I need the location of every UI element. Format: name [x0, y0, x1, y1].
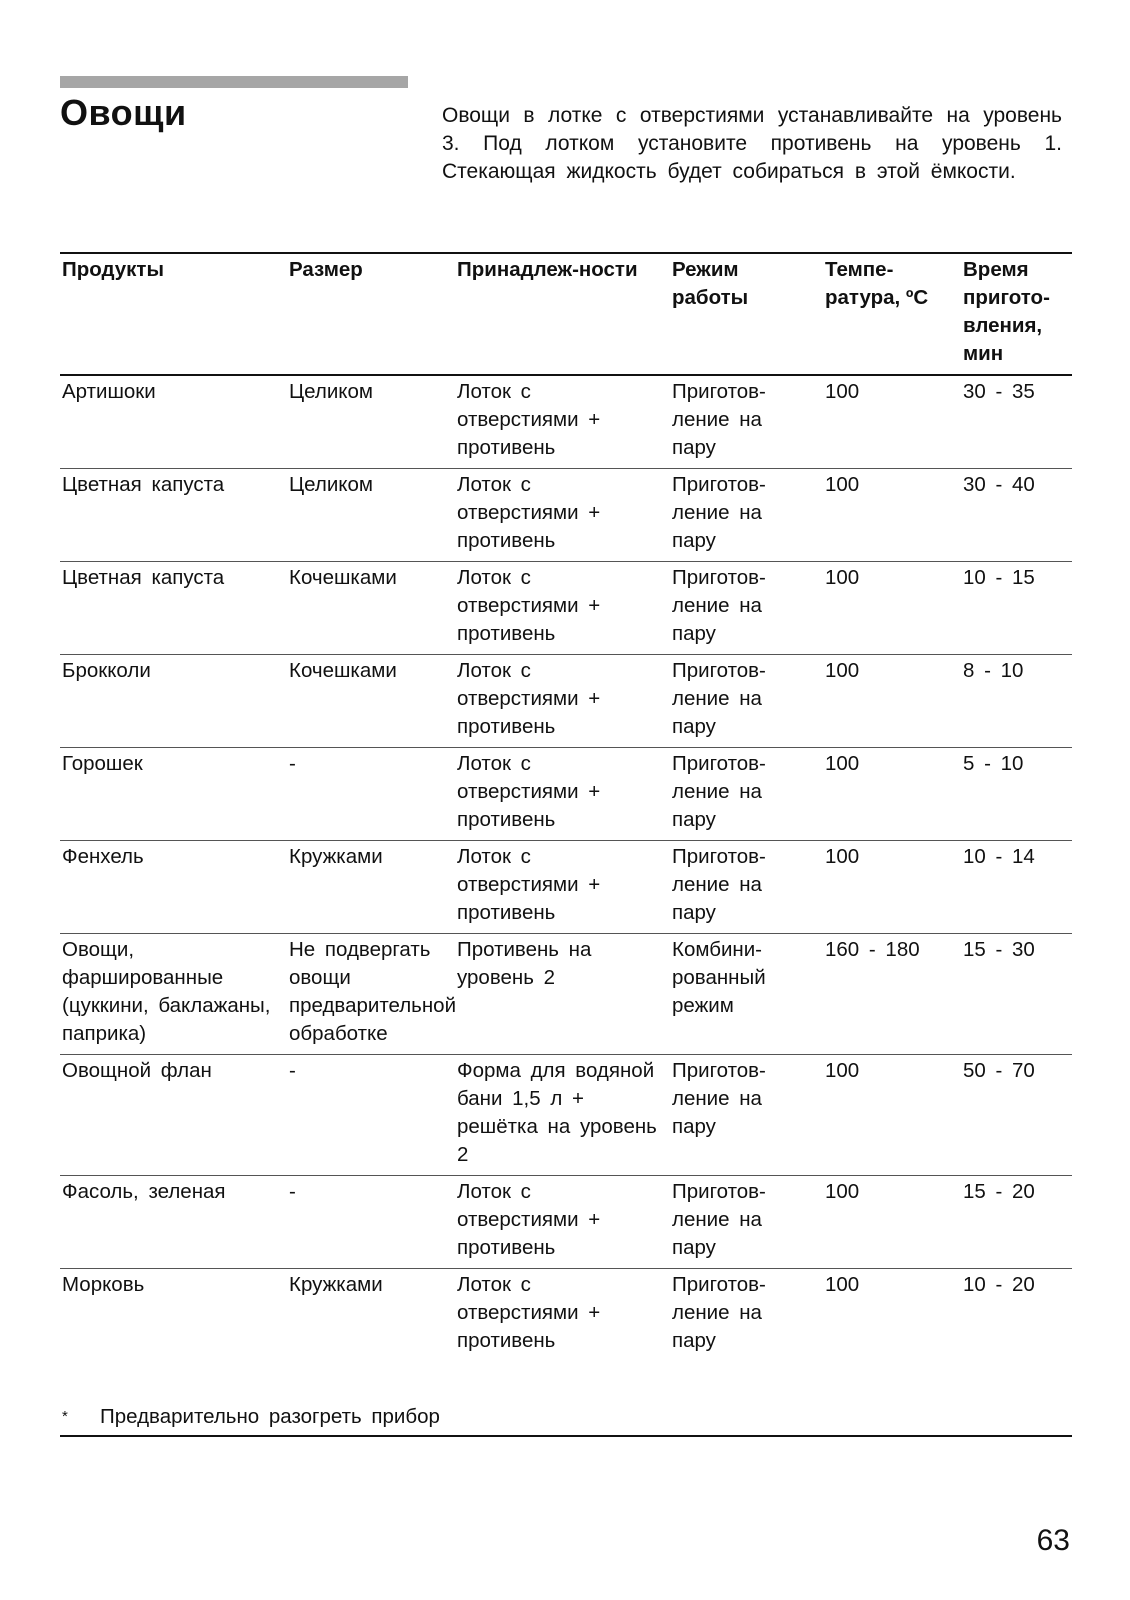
cell-accessories: Лоток с отверстиями + противень — [457, 473, 601, 552]
cell-time: 8 - 10 — [963, 659, 1024, 682]
section-title: Овощи — [60, 92, 187, 133]
cell-size: Не подвергать овощи предварительной обработке — [289, 938, 457, 1045]
cell-mode: Приготов-ление на пару — [672, 659, 766, 738]
cell-mode: Приготов-ление на пару — [672, 1059, 766, 1138]
cell-product: Фасоль, зеленая — [62, 1180, 226, 1203]
table-row — [60, 748, 1072, 841]
table-row — [60, 469, 1072, 562]
header-temperature: Темпе-ратура, ºC — [825, 258, 929, 309]
footnote — [60, 1403, 1072, 1437]
cell-time: 5 - 10 — [963, 752, 1024, 775]
cell-product: Цветная капуста — [62, 473, 225, 496]
cell-product: Фенхель — [62, 845, 144, 868]
cell-accessories: Противень на уровень 2 — [457, 938, 592, 989]
cooking-table — [60, 252, 1072, 1361]
cell-mode: Приготов-ление на пару — [672, 845, 766, 924]
cell-product: Цветная капуста — [62, 566, 225, 589]
cell-size: Целиком — [289, 473, 373, 496]
cell-accessories: Лоток с отверстиями + противень — [457, 1273, 601, 1352]
cell-mode: Приготов-ление на пару — [672, 380, 766, 459]
cell-product: Брокколи — [62, 659, 151, 682]
cell-time: 10 - 20 — [963, 1273, 1035, 1296]
table-header-row — [60, 253, 1072, 375]
cell-size: Кружками — [289, 1273, 383, 1296]
cell-mode: Приготов-ление на пару — [672, 752, 766, 831]
header-size: Размер — [289, 258, 363, 281]
cell-size: Целиком — [289, 380, 373, 403]
intro-text: Овощи в лотке с отверстиями устанавливайте на уровень 3. Под лотком установите противень на уровень 1. Стекающая жидкость будет собираться в этой ёмкости. — [442, 104, 1062, 183]
cell-accessories: Форма для водяной бани 1,5 л + решётка на уровень 2 — [457, 1059, 657, 1166]
footnote-marker: * — [62, 1408, 68, 1425]
cell-product: Овощи, фаршированные (цуккини, баклажаны, паприка) — [62, 938, 271, 1045]
cell-temperature: 100 — [825, 752, 860, 775]
cell-accessories: Лоток с отверстиями + противень — [457, 845, 601, 924]
cell-product: Морковь — [62, 1273, 145, 1296]
table-row — [60, 562, 1072, 655]
cell-time: 30 - 40 — [963, 473, 1035, 496]
cell-temperature: 100 — [825, 380, 860, 403]
cell-product: Горошек — [62, 752, 143, 775]
cell-mode: Комбини-рованный режим — [672, 938, 766, 1017]
cell-time: 30 - 35 — [963, 380, 1035, 403]
cell-mode: Приготов-ление на пару — [672, 566, 766, 645]
cell-accessories: Лоток с отверстиями + противень — [457, 380, 601, 459]
cell-temperature: 100 — [825, 845, 860, 868]
page-number: 63 — [1036, 1524, 1070, 1557]
table-row — [60, 934, 1072, 1055]
title-bar — [60, 76, 408, 88]
cell-size: Кочешками — [289, 659, 397, 682]
table-row — [60, 375, 1072, 469]
header-mode: Режим работы — [672, 258, 749, 309]
cell-product: Артишоки — [62, 380, 156, 403]
table-row — [60, 1176, 1072, 1269]
cell-product: Овощной флан — [62, 1059, 212, 1082]
header-accessories: Принадлеж-ности — [457, 258, 638, 281]
header-products: Продукты — [62, 258, 164, 281]
cell-temperature: 160 - 180 — [825, 938, 920, 961]
cell-time: 10 - 14 — [963, 845, 1035, 868]
cell-accessories: Лоток с отверстиями + противень — [457, 659, 601, 738]
table-row — [60, 841, 1072, 934]
cell-temperature: 100 — [825, 1059, 860, 1082]
table-row — [60, 1055, 1072, 1176]
cell-accessories: Лоток с отверстиями + противень — [457, 1180, 601, 1259]
cell-size: Кружками — [289, 845, 383, 868]
cell-temperature: 100 — [825, 566, 860, 589]
table-row — [60, 1269, 1072, 1362]
cell-time: 15 - 20 — [963, 1180, 1035, 1203]
header-time: Время пригото-вления, мин — [963, 258, 1050, 365]
cell-time: 50 - 70 — [963, 1059, 1035, 1082]
cell-mode: Приготов-ление на пару — [672, 473, 766, 552]
cell-size: - — [289, 1059, 296, 1082]
table-row — [60, 655, 1072, 748]
footnote-text: Предварительно разогреть прибор — [100, 1405, 440, 1428]
cell-temperature: 100 — [825, 473, 860, 496]
cell-mode: Приготов-ление на пару — [672, 1180, 766, 1259]
cell-time: 10 - 15 — [963, 566, 1035, 589]
cell-temperature: 100 — [825, 1273, 860, 1296]
cell-temperature: 100 — [825, 659, 860, 682]
cell-size: - — [289, 1180, 296, 1203]
cell-accessories: Лоток с отверстиями + противень — [457, 752, 601, 831]
cell-accessories: Лоток с отверстиями + противень — [457, 566, 601, 645]
cell-size: - — [289, 752, 296, 775]
cell-size: Кочешками — [289, 566, 397, 589]
cell-mode: Приготов-ление на пару — [672, 1273, 766, 1352]
cell-temperature: 100 — [825, 1180, 860, 1203]
cell-time: 15 - 30 — [963, 938, 1035, 961]
